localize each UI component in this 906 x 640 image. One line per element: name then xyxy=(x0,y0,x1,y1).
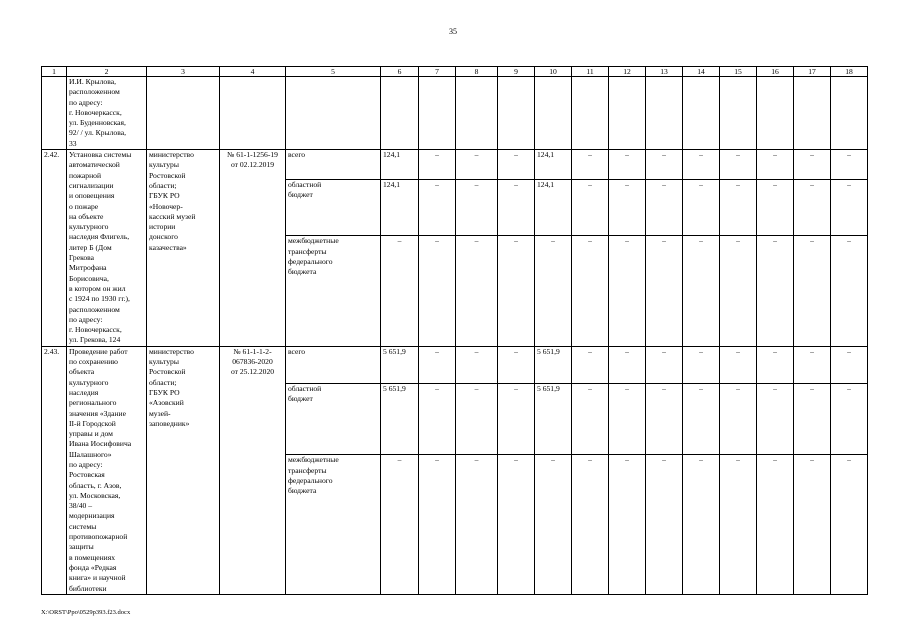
object-name-line: по адресу: xyxy=(69,459,103,469)
column-number: 16 xyxy=(757,67,794,77)
object-name-line: регионального xyxy=(69,398,117,408)
funding-source-line: бюджета xyxy=(288,267,317,277)
value-cell: 5 651,9 xyxy=(381,346,419,383)
object-name-line: автоматической xyxy=(69,160,120,170)
value-cell: – xyxy=(498,236,535,347)
column-number: 3 xyxy=(147,67,220,77)
object-name-line: по адресу: xyxy=(69,97,103,107)
object-name-line: 38/40 – xyxy=(69,501,92,511)
executor-line: области; xyxy=(149,180,177,190)
executor-line: ГБУК РО xyxy=(149,387,180,397)
value-cell: – xyxy=(794,150,831,180)
object-name-line: II-й Городской xyxy=(69,418,116,428)
document-cell xyxy=(220,346,286,594)
object-name-line: объекта xyxy=(69,367,95,377)
object-name-line: противопожарной xyxy=(69,532,128,542)
object-name-line: культурного xyxy=(69,377,109,387)
object-name-line: Митрофана xyxy=(69,263,107,273)
value-cell: – xyxy=(831,179,868,236)
table-row xyxy=(42,150,868,180)
row-number-cell: 2.42. xyxy=(42,150,67,347)
object-name-line: по адресу: xyxy=(69,314,103,324)
value-cell: – xyxy=(757,346,794,383)
funding-source-line: межбюджетные xyxy=(288,236,339,246)
value-cell: – xyxy=(720,150,757,180)
object-name-line: Борисовича, xyxy=(69,273,109,283)
empty-cell xyxy=(720,77,757,150)
object-name-line: ул. Грекова, 124 xyxy=(69,335,121,345)
value-cell: – xyxy=(831,346,868,383)
empty-cell xyxy=(535,77,572,150)
value-cell: – xyxy=(609,346,646,383)
object-name-line: сигнализации xyxy=(69,180,114,190)
value-cell: – xyxy=(683,179,720,236)
object-name-line: литер Б (Дом xyxy=(69,242,112,252)
empty-cell xyxy=(381,77,419,150)
object-name-line: Грекова xyxy=(69,253,95,263)
value-cell: – xyxy=(757,150,794,180)
column-number: 10 xyxy=(535,67,572,77)
column-number: 7 xyxy=(419,67,456,77)
object-name-line: по сохранению xyxy=(69,357,118,367)
executor-line: культуры xyxy=(149,357,179,367)
value-cell: – xyxy=(757,236,794,347)
value-cell: – xyxy=(456,179,498,236)
funding-source-line: областной xyxy=(288,179,322,189)
value-cell: – xyxy=(572,150,609,180)
funding-source-line: трансферты xyxy=(288,465,327,475)
value-cell: – xyxy=(419,346,456,383)
column-number: 18 xyxy=(831,67,868,77)
value-cell: – xyxy=(419,384,456,455)
value-cell: – xyxy=(794,346,831,383)
funding-source-cell xyxy=(286,150,381,180)
document-line: от 02.12.2019 xyxy=(230,160,275,170)
row-number-cell: 2.43. xyxy=(42,346,67,594)
object-name-line: значения «Здание xyxy=(69,408,126,418)
value-cell: 124,1 xyxy=(535,150,572,180)
value-cell: – xyxy=(646,236,683,347)
column-number: 13 xyxy=(646,67,683,77)
value-cell: – xyxy=(794,236,831,347)
document-line: от 25.12.2020 xyxy=(230,367,275,377)
value-cell: – xyxy=(572,179,609,236)
value-cell: – xyxy=(419,150,456,180)
empty-cell xyxy=(456,77,498,150)
object-name-line: Ивана Иосифовича xyxy=(69,439,132,449)
funding-source-line: областной xyxy=(288,384,322,394)
object-name-line: библиотеки xyxy=(69,583,107,593)
object-name-line: расположенном xyxy=(69,304,120,314)
value-cell: – xyxy=(831,455,868,594)
object-name-line: г. Новочеркасск, xyxy=(69,325,122,335)
value-cell: – xyxy=(757,179,794,236)
value-cell: – xyxy=(831,384,868,455)
funding-source-line: всего xyxy=(288,346,306,356)
executor-line: министерство xyxy=(149,346,194,356)
object-name-line: ул. Московская, xyxy=(69,490,121,500)
funding-source-line: бюджет xyxy=(288,394,313,404)
funding-source-line: трансферты xyxy=(288,246,327,256)
object-name-line: наследия xyxy=(69,387,99,397)
executor-line: «Азовский xyxy=(149,398,184,408)
object-name-line: защиты xyxy=(69,542,94,552)
object-name-line: в котором он жил xyxy=(69,283,126,293)
object-name-line: в помещениях xyxy=(69,552,116,562)
value-cell: – xyxy=(794,384,831,455)
value-cell: – xyxy=(456,150,498,180)
object-name-line: г. Новочеркасск, xyxy=(69,107,122,117)
value-cell: – xyxy=(720,179,757,236)
value-cell: – xyxy=(794,179,831,236)
value-cell: – xyxy=(456,346,498,383)
value-cell: – xyxy=(609,179,646,236)
value-cell: – xyxy=(683,236,720,347)
value-cell: – xyxy=(381,455,419,594)
empty-cell xyxy=(683,77,720,150)
object-name-line: наследия Флигель, xyxy=(69,232,130,242)
executor-line: казачества» xyxy=(149,242,187,252)
value-cell: – xyxy=(609,236,646,347)
funding-source-line: федерального xyxy=(288,256,333,266)
budget-table xyxy=(41,66,868,595)
executor-line: истории xyxy=(149,222,176,232)
object-name-line: Ростовская xyxy=(69,470,105,480)
empty-cell xyxy=(572,77,609,150)
value-cell: – xyxy=(535,455,572,594)
executor-line: донского xyxy=(149,232,178,242)
executor-line: области; xyxy=(149,377,177,387)
value-cell: – xyxy=(720,346,757,383)
value-cell: 5 651,9 xyxy=(381,384,419,455)
value-cell: – xyxy=(535,236,572,347)
object-name-cell xyxy=(67,77,147,150)
empty-cell xyxy=(42,77,67,150)
column-number: 12 xyxy=(609,67,646,77)
value-cell: – xyxy=(720,384,757,455)
object-name-cell xyxy=(67,150,147,347)
value-cell: – xyxy=(498,384,535,455)
value-cell: – xyxy=(831,150,868,180)
object-name-line: и оповещения xyxy=(69,191,115,201)
document-line: № 61-1-1-2- xyxy=(233,346,272,356)
value-cell: – xyxy=(572,455,609,594)
executor-line: министерство xyxy=(149,150,194,160)
value-cell: – xyxy=(572,346,609,383)
executor-line: культуры xyxy=(149,160,179,170)
executor-line: ГБУК РО xyxy=(149,191,180,201)
column-number: 15 xyxy=(720,67,757,77)
value-cell: – xyxy=(456,455,498,594)
value-cell: – xyxy=(456,236,498,347)
value-cell: – xyxy=(720,236,757,347)
file-path-footer: X:\ORST\Ppo\0529p393.f23.docx xyxy=(41,609,131,616)
document-line: 067836-2020 xyxy=(232,357,273,367)
funding-source-cell xyxy=(286,346,381,383)
value-cell: – xyxy=(456,384,498,455)
value-cell: – xyxy=(419,179,456,236)
funding-source-cell xyxy=(286,179,381,236)
value-cell: – xyxy=(498,150,535,180)
value-cell: 124,1 xyxy=(535,179,572,236)
object-name-line: Установка системы xyxy=(69,150,132,160)
executor-line: Ростовской xyxy=(149,367,186,377)
object-name-line: Проведение работ xyxy=(69,346,128,356)
value-cell: – xyxy=(646,455,683,594)
column-number: 17 xyxy=(794,67,831,77)
continued-row xyxy=(42,77,868,150)
funding-source-line: федерального xyxy=(288,476,333,485)
empty-cell xyxy=(646,77,683,150)
funding-source-cell xyxy=(286,384,381,455)
object-name-line: о пожаре xyxy=(69,201,99,211)
column-number: 11 xyxy=(572,67,609,77)
column-number: 5 xyxy=(286,67,381,77)
value-cell: – xyxy=(683,346,720,383)
value-cell: – xyxy=(609,455,646,594)
value-cell: – xyxy=(757,455,794,594)
value-cell: – xyxy=(498,455,535,594)
value-cell: – xyxy=(646,346,683,383)
executor-line: «Новочер- xyxy=(149,201,183,211)
column-number-row xyxy=(42,67,868,77)
object-name-cell xyxy=(67,346,147,594)
value-cell: – xyxy=(381,236,419,347)
value-cell: 5 651,9 xyxy=(535,346,572,383)
executor-line: заповедник» xyxy=(149,418,190,428)
table-row xyxy=(42,346,868,383)
object-name-line: ул. Буденновская, xyxy=(69,118,126,128)
object-name-line: модернизация xyxy=(69,511,115,521)
column-number: 1 xyxy=(42,67,67,77)
empty-cell xyxy=(757,77,794,150)
value-cell: – xyxy=(419,455,456,594)
column-number: 4 xyxy=(220,67,286,77)
funding-source-line: бюджета xyxy=(288,486,317,496)
value-cell: – xyxy=(498,179,535,236)
object-name-line: область, г. Азов, xyxy=(69,480,122,490)
document-cell xyxy=(220,150,286,347)
funding-source-line: межбюджетные xyxy=(288,455,339,465)
executor-cell xyxy=(147,346,220,594)
value-cell: – xyxy=(683,455,720,594)
empty-cell xyxy=(147,77,220,150)
column-number: 2 xyxy=(67,67,147,77)
empty-cell xyxy=(419,77,456,150)
object-name-line: И.И. Крылова, xyxy=(69,77,116,86)
object-name-line: фонда «Редкая xyxy=(69,562,117,572)
object-name-line: на объекте xyxy=(69,211,104,221)
value-cell: – xyxy=(609,384,646,455)
empty-cell xyxy=(831,77,868,150)
object-name-line: управы и дом xyxy=(69,429,113,439)
empty-cell xyxy=(609,77,646,150)
object-name-line: с 1924 по 1930 гг.), xyxy=(69,294,130,304)
empty-cell xyxy=(498,77,535,150)
value-cell: – xyxy=(683,150,720,180)
object-name-line: пожарной xyxy=(69,170,102,180)
column-number: 9 xyxy=(498,67,535,77)
object-name-line: книга» и научной xyxy=(69,573,126,583)
value-cell: – xyxy=(831,236,868,347)
funding-source-cell xyxy=(286,236,381,347)
value-cell: – xyxy=(419,236,456,347)
object-name-line: расположенном xyxy=(69,87,120,97)
column-number: 6 xyxy=(381,67,419,77)
value-cell: – xyxy=(646,179,683,236)
empty-cell xyxy=(220,77,286,150)
empty-cell xyxy=(794,77,831,150)
value-cell: – xyxy=(646,384,683,455)
value-cell: 124,1 xyxy=(381,179,419,236)
value-cell: – xyxy=(794,455,831,594)
value-cell: 5 651,9 xyxy=(535,384,572,455)
page-number: 35 xyxy=(449,27,457,36)
object-name-line: 33 xyxy=(69,138,77,148)
column-number: 14 xyxy=(683,67,720,77)
value-cell: – xyxy=(683,384,720,455)
value-cell: – xyxy=(609,150,646,180)
empty-cell xyxy=(286,77,381,150)
executor-line: касский музей xyxy=(149,211,196,221)
value-cell: – xyxy=(757,384,794,455)
value-cell: – xyxy=(498,346,535,383)
column-number: 8 xyxy=(456,67,498,77)
executor-cell xyxy=(147,150,220,347)
object-name-line: Шалашного» xyxy=(69,449,112,459)
object-name-line: культурного xyxy=(69,222,109,232)
value-cell: – xyxy=(572,384,609,455)
document-line: № 61-1-1256-19 xyxy=(227,150,278,160)
funding-source-line: бюджет xyxy=(288,189,313,199)
funding-source-line: всего xyxy=(288,150,306,160)
value-cell: 124,1 xyxy=(381,150,419,180)
object-name-line: системы xyxy=(69,521,97,531)
value-cell: – xyxy=(572,236,609,347)
executor-line: музей- xyxy=(149,408,171,418)
executor-line: Ростовской xyxy=(149,170,186,180)
funding-source-cell xyxy=(286,455,381,594)
object-name-line: 92/ / ул. Крылова, xyxy=(69,128,126,138)
value-cell: – xyxy=(646,150,683,180)
value-cell: – xyxy=(720,455,757,594)
